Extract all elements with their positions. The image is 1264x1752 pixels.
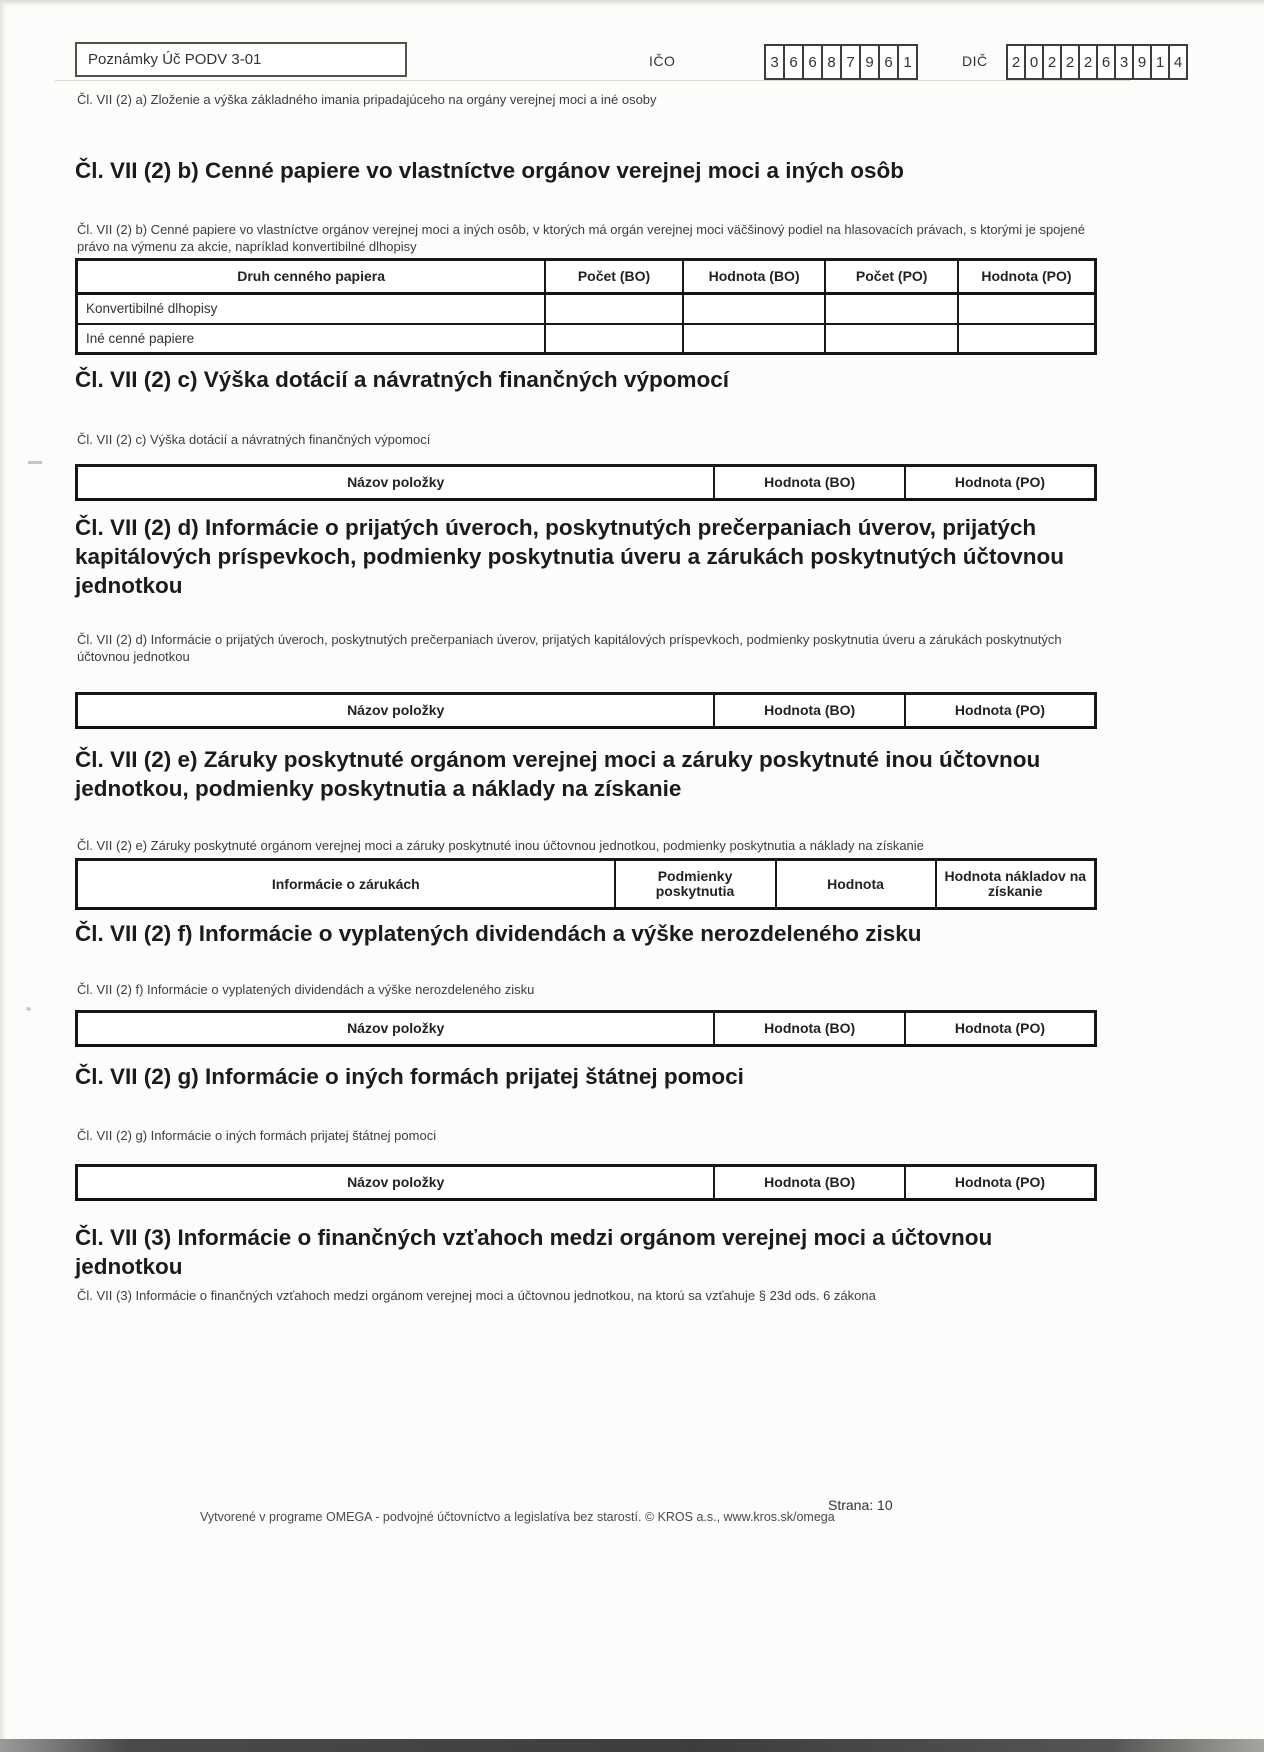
form-title-box <box>75 42 407 77</box>
section-c-note: Čl. VII (2) c) Výška dotácií a návratných finančných výpomocí <box>77 432 431 447</box>
section-c-table <box>75 464 1097 501</box>
col-nazov-polozky: Názov položky <box>77 1012 715 1046</box>
col-hodnota-bo: Hodnota (BO) <box>714 694 905 728</box>
section-f-table <box>75 1010 1097 1047</box>
col-hodnota-bo: Hodnota (BO) <box>683 260 826 294</box>
section-b-heading: Čl. VII (2) b) Cenné papiere vo vlastníctve orgánov verejnej moci a iných osôb <box>75 158 904 183</box>
ico-digit-boxes <box>764 44 918 80</box>
section-e-heading: Čl. VII (2) e) Záruky poskytnuté orgánom verejnej moci a záruky poskytnuté inou účtovnou jednotkou, podmienky poskytnutia a náklady na získanie <box>75 747 1041 801</box>
ico-digit: 3 <box>764 44 785 80</box>
col-hodnota-po: Hodnota (PO) <box>958 260 1096 294</box>
table-header-row <box>77 860 1096 909</box>
col-pocet-po: Počet (PO) <box>825 260 957 294</box>
section-d-table <box>75 692 1097 729</box>
dic-digit: 4 <box>1168 44 1188 80</box>
empty-cell <box>683 324 826 354</box>
dic-digit: 3 <box>1114 44 1134 80</box>
section-b-table <box>75 258 1097 355</box>
header-divider <box>55 80 1130 81</box>
col-hodnota-bo: Hodnota (BO) <box>714 466 905 500</box>
col-hodnota-po: Hodnota (PO) <box>905 466 1096 500</box>
empty-cell <box>825 294 957 324</box>
dic-digit: 0 <box>1024 44 1044 80</box>
empty-cell <box>958 324 1096 354</box>
section-d-note: Čl. VII (2) d) Informácie o prijatých úveroch, poskytnutých prečerpaniach úverov, prijatých kapitálových príspevkoch, podmienky poskytnutia úveru a zárukách poskytnutých účtovnou jednotkou <box>77 632 1062 664</box>
col-hodnota-po: Hodnota (PO) <box>905 694 1096 728</box>
empty-cell <box>825 324 957 354</box>
form-title: Poznámky Úč PODV 3-01 <box>88 51 262 68</box>
ico-digit: 6 <box>802 44 823 80</box>
ico-digit: 1 <box>897 44 918 80</box>
ico-digit: 6 <box>878 44 899 80</box>
scan-speck <box>26 1007 31 1011</box>
table-header-row <box>77 1166 1096 1200</box>
col-pocet-bo: Počet (BO) <box>545 260 683 294</box>
section-e-table <box>75 858 1097 910</box>
col-hodnota-nakladov: Hodnota nákladov na získanie <box>936 860 1096 909</box>
scan-edge-bottom <box>0 1739 1264 1752</box>
ico-digit: 8 <box>821 44 842 80</box>
section-g-note: Čl. VII (2) g) Informácie o iných formách prijatej štátnej pomoci <box>77 1128 437 1143</box>
ico-digit: 6 <box>783 44 804 80</box>
col-nazov-polozky: Názov položky <box>77 466 715 500</box>
footer-credit: Vytvorené v programe OMEGA - podvojné účtovníctvo a legislatíva bez starostí. © KROS a.s., www.kros.sk/omega <box>200 1510 835 1524</box>
dic-digit: 6 <box>1096 44 1116 80</box>
col-hodnota-po: Hodnota (PO) <box>905 1012 1096 1046</box>
col-podmienky-poskytnutia: Podmienky poskytnutia <box>615 860 776 909</box>
empty-cell <box>958 294 1096 324</box>
table-row <box>77 324 1096 354</box>
ico-label: IČO <box>649 53 676 69</box>
note-section-a: Čl. VII (2) a) Zloženie a výška základného imania pripadajúceho na orgány verejnej moci a iné osoby <box>77 92 657 107</box>
col-druh-cenneho-papiera: Druh cenného papiera <box>77 260 546 294</box>
empty-cell <box>683 294 826 324</box>
section-g-heading: Čl. VII (2) g) Informácie o iných formách prijatej štátnej pomoci <box>75 1064 744 1089</box>
section-c-heading: Čl. VII (2) c) Výška dotácií a návratných finančných výpomocí <box>75 367 729 392</box>
dic-digit: 9 <box>1132 44 1152 80</box>
scan-speck <box>28 461 42 464</box>
ico-digit: 7 <box>840 44 861 80</box>
page-number: Strana: 10 <box>828 1497 893 1513</box>
section-d-heading: Čl. VII (2) d) Informácie o prijatých úveroch, poskytnutých prečerpaniach úverov, prijatých kapitálových príspevkoch, podmienky poskytnutia úveru a zárukách poskytnutých účtovnou jednotkou <box>75 515 1065 598</box>
dic-digit: 2 <box>1042 44 1062 80</box>
table-row <box>77 294 1096 324</box>
table-header-row <box>77 694 1096 728</box>
section-vii3-heading: Čl. VII (3) Informácie o finančných vzťahoch medzi orgánom verejnej moci a účtovnou jednotkou <box>75 1225 993 1279</box>
col-informacie-o-zarukach: Informácie o zárukách <box>77 860 615 909</box>
col-nazov-polozky: Názov položky <box>77 694 715 728</box>
section-b-note: Čl. VII (2) b) Cenné papiere vo vlastníctve orgánov verejnej moci a iných osôb, v ktorých má orgán verejnej moci väčšinový podiel na hlasovacích právach, s ktorými je spojené právo na výmenu za akcie, napríklad konvertibilné dlhopisy <box>77 222 1085 254</box>
empty-cell <box>545 324 683 354</box>
empty-cell <box>545 294 683 324</box>
row-label: Iné cenné papiere <box>77 324 546 354</box>
scan-edge-left <box>0 0 6 1752</box>
col-nazov-polozky: Názov položky <box>77 1166 715 1200</box>
section-f-heading: Čl. VII (2) f) Informácie o vyplatených dividendách a výške nerozdeleného zisku <box>75 921 922 946</box>
col-hodnota-bo: Hodnota (BO) <box>714 1166 905 1200</box>
col-hodnota: Hodnota <box>776 860 936 909</box>
ico-digit: 9 <box>859 44 880 80</box>
table-header-row <box>77 1012 1096 1046</box>
table-header-row <box>77 466 1096 500</box>
dic-digit-boxes <box>1006 44 1188 80</box>
dic-digit: 2 <box>1006 44 1026 80</box>
section-g-table <box>75 1164 1097 1201</box>
section-e-note: Čl. VII (2) e) Záruky poskytnuté orgánom verejnej moci a záruky poskytnuté inou účtovnou jednotkou, podmienky poskytnutia a náklady na získanie <box>77 838 924 853</box>
dic-digit: 1 <box>1150 44 1170 80</box>
section-f-note: Čl. VII (2) f) Informácie o vyplatených dividendách a výške nerozdeleného zisku <box>77 982 535 997</box>
scan-edge-top <box>0 0 1264 7</box>
section-vii3-note: Čl. VII (3) Informácie o finančných vzťahoch medzi orgánom verejnej moci a účtovnou jednotkou, na ktorú sa vzťahuje § 23d ods. 6 zákona <box>77 1288 876 1303</box>
col-hodnota-bo: Hodnota (BO) <box>714 1012 905 1046</box>
dic-digit: 2 <box>1078 44 1098 80</box>
col-hodnota-po: Hodnota (PO) <box>905 1166 1096 1200</box>
dic-digit: 2 <box>1060 44 1080 80</box>
table-header-row <box>77 260 1096 294</box>
row-label: Konvertibilné dlhopisy <box>77 294 546 324</box>
dic-label: DIČ <box>962 53 988 69</box>
